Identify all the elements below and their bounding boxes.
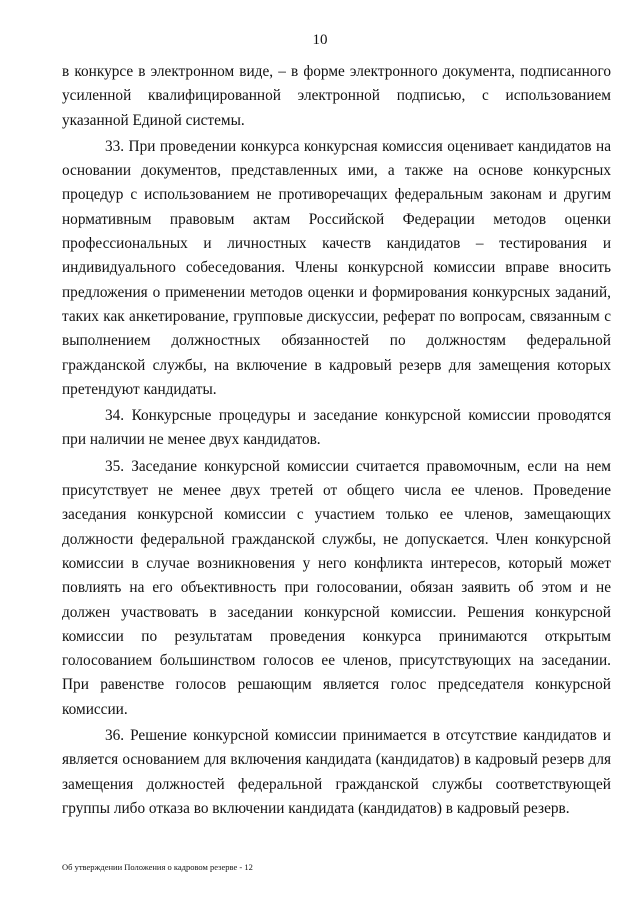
paragraph-continuation: в конкурсе в электронном виде, – в форме электронного документа, подписанного усиленной квалифицированной электронной подписью, с использованием указанной Единой системы. bbox=[62, 63, 611, 129]
paragraph-33: 33. При проведении конкурса конкурсная комиссия оценивает кандидатов на основании документов, представленных ими, а также на основе конкурсных процедур с использованием не противоречащих федеральным законам и другим нормативным правовым актам Российской Федерации методов оценки профессиональных и личностных качеств кандидатов – тестирования и индивидуального собеседования. Члены конкурсной комиссии вправе вносить предложения о применении методов оценки и формирования конкурсных заданий, таких как анкетирование, групповые дискуссии, реферат по вопросам, связанным с выполнением должностных обязанностей по должностям федеральной гражданской службы, на включение в кадровый резерв для замещения которых претендуют кандидаты. bbox=[62, 137, 611, 398]
paragraph-34: 34. Конкурсные процедуры и заседание конкурсной комиссии проводятся при наличии не менее двух кандидатов. bbox=[62, 407, 611, 449]
page-footer: Об утверждении Положения о кадровом резерве - 12 bbox=[62, 862, 253, 872]
document-body bbox=[62, 60, 611, 823]
paragraph-36: 36. Решение конкурсной комиссии принимается в отсутствие кандидатов и является основанием для включения кандидата (кандидатов) в кадровый резерв для замещения должностей федеральной гражданской службы соответствующей группы либо отказа во включении кандидата (кандидатов) в кадровый резерв. bbox=[62, 727, 611, 817]
page-number: 10 bbox=[312, 32, 328, 48]
paragraph-35: 35. Заседание конкурсной комиссии считается правомочным, если на нем присутствует не менее двух третей от общего числа ее членов. Проведение заседания конкурсной комиссии с участием только ее членов, замещающих должности федеральной гражданской службы, не допускается. Член конкурсной комиссии в случае возникновения у него конфликта интересов, который может повлиять на его объективность при голосовании, обязан заявить об этом и не должен участвовать в заседании конкурсной комиссии. Решения конкурсной комиссии по результатам проведения конкурса принимаются открытым голосованием большинством голосов ее членов, присутствующих на заседании. При равенстве голосов решающим является голос председателя конкурсной комиссии. bbox=[62, 457, 611, 718]
